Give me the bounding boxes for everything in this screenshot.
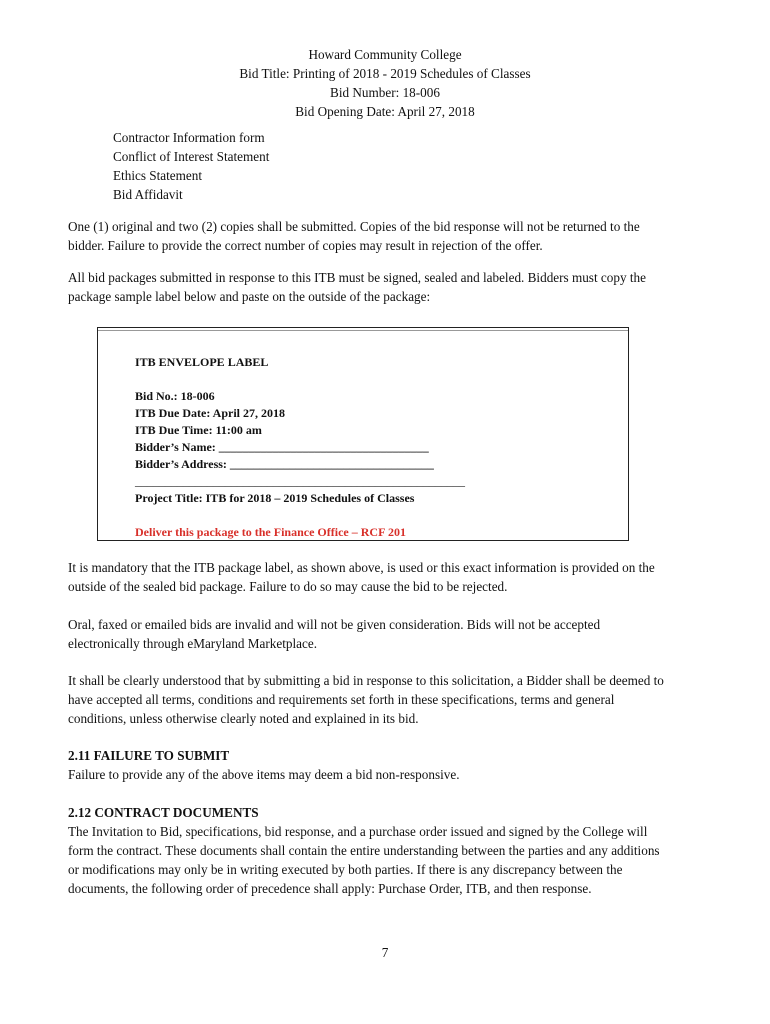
bid-title: Bid Title: Printing of 2018 - 2019 Schedules of Classes	[239, 66, 531, 81]
label-due-date: ITB Due Date: April 27, 2018	[135, 406, 285, 420]
packages-paragraph	[68, 268, 708, 306]
section-failure-to-submit	[68, 746, 708, 784]
label-bidder-name: Bidder’s Name: ___________________________________	[135, 440, 429, 454]
paragraph-line: documents, the following order of precedence shall apply: Purchase Order, ITB, and then response.	[68, 881, 592, 896]
label-project-title: Project Title: ITB for 2018 – 2019 Schedules of Classes	[135, 491, 415, 505]
document-header	[0, 45, 770, 121]
paragraph-line: It shall be clearly understood that by submitting a bid in response to this solicitation, a Bidder shall be deemed to	[68, 673, 664, 688]
section-heading: 2.12 CONTRACT DOCUMENTS	[68, 805, 259, 820]
bid-number: Bid Number: 18-006	[330, 85, 440, 100]
paragraph-line: Failure to provide any of the above items may deem a bid non-responsive.	[68, 767, 460, 782]
label-title: ITB ENVELOPE LABEL	[135, 355, 269, 369]
paragraph-line: outside of the sealed bid package. Failure to do so may cause the bid to be rejected.	[68, 579, 508, 594]
paragraph-line: package sample label below and paste on the outside of the package:	[68, 289, 431, 304]
page-number: 7	[381, 945, 389, 960]
paragraph-line: One (1) original and two (2) copies shall be submitted. Copies of the bid response will not be returned to the	[68, 219, 640, 234]
paragraph-line: It is mandatory that the ITB package label, as shown above, is used or this exact information is provided on the	[68, 560, 655, 575]
paragraph-line: conditions, unless otherwise clearly noted and explained in its bid.	[68, 711, 419, 726]
paragraph-line: All bid packages submitted in response to this ITB must be signed, sealed and labeled. Bidders must copy the	[68, 270, 646, 285]
section-contract-documents	[68, 803, 708, 898]
list-item: Conflict of Interest Statement	[113, 149, 270, 164]
paragraph-line: or modifications may only be in writing executed by both parties. If there is any discrepancy between the	[68, 862, 623, 877]
college-name: Howard Community College	[308, 47, 462, 62]
bid-opening-date: Bid Opening Date: April 27, 2018	[295, 104, 475, 119]
required-forms-list	[113, 128, 269, 204]
paragraph-line: electronically through eMaryland Marketplace.	[68, 636, 317, 651]
copies-paragraph	[68, 217, 708, 255]
label-deliver-instruction: Deliver this package to the Finance Office – RCF 201	[135, 525, 406, 539]
list-item: Ethics Statement	[113, 168, 202, 183]
label-bidder-address: Bidder’s Address: __________________________________	[135, 457, 434, 471]
paragraph-line: form the contract. These documents shall contain the entire understanding between the parties and any additions	[68, 843, 660, 858]
understood-paragraph	[68, 671, 708, 728]
paragraph-line: bidder. Failure to provide the correct number of copies may result in rejection of the offer.	[68, 238, 543, 253]
mandatory-paragraph	[68, 558, 708, 596]
section-heading: 2.11 FAILURE TO SUBMIT	[68, 748, 230, 763]
paragraph-line: Oral, faxed or emailed bids are invalid and will not be given consideration. Bids will not be accepted	[68, 617, 601, 632]
paragraph-line: The Invitation to Bid, specifications, bid response, and a purchase order issued and signed by the College will	[68, 824, 648, 839]
divider	[98, 330, 628, 331]
label-blank-line: _______________________________________________________	[135, 474, 465, 488]
list-item: Contractor Information form	[113, 130, 265, 145]
list-item: Bid Affidavit	[113, 187, 183, 202]
envelope-label-box	[97, 327, 629, 541]
label-bid-number: Bid No.: 18-006	[135, 389, 215, 403]
label-due-time: ITB Due Time: 11:00 am	[135, 423, 262, 437]
paragraph-line: have accepted all terms, conditions and requirements set forth in these specifications, terms and general	[68, 692, 615, 707]
oral-bids-paragraph	[68, 615, 708, 653]
